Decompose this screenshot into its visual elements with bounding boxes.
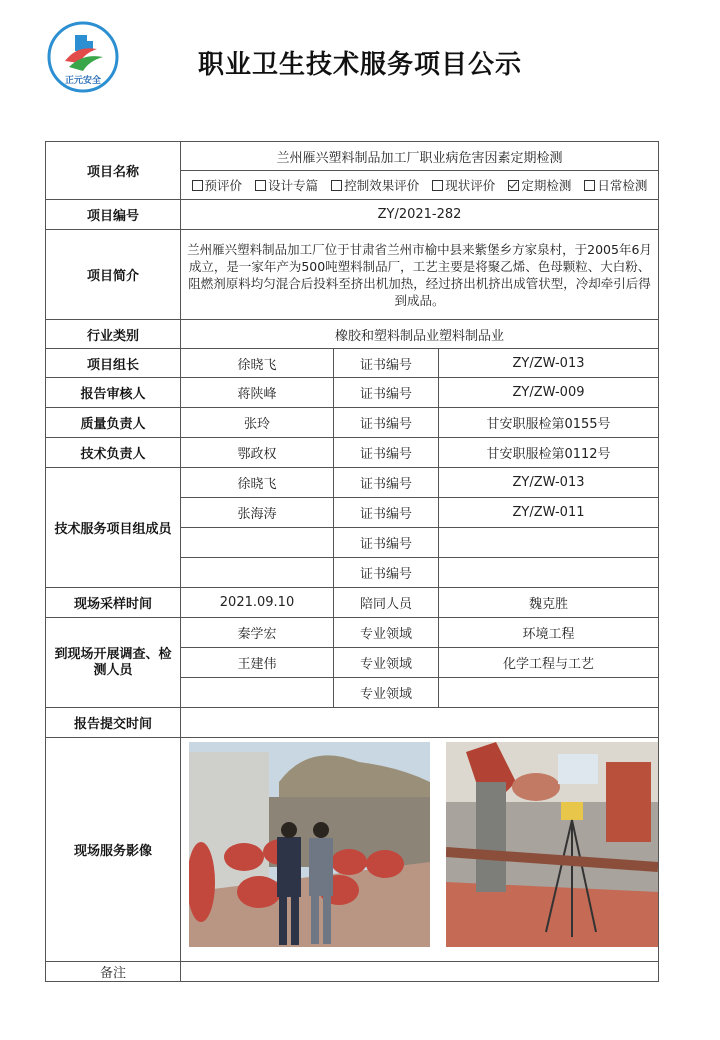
- member-cert: [439, 558, 659, 588]
- field-staff-name: 秦学宏: [181, 618, 334, 648]
- reviewer-cert: ZY/ZW-009: [439, 378, 659, 408]
- checkbox-icon: [331, 180, 342, 191]
- field-domain: 化学工程与工艺: [439, 648, 659, 678]
- photos-label: 现场服务影像: [46, 738, 181, 962]
- reviewer-name: 蒋陕峰: [181, 378, 334, 408]
- page-title: 职业卫生技术服务项目公示: [197, 50, 522, 80]
- reviewer-label: 报告审核人: [46, 378, 181, 408]
- leader-label: 项目组长: [46, 349, 181, 378]
- cert-label: 证书编号: [334, 378, 439, 408]
- remarks-value: [181, 962, 659, 982]
- field-domain: 环境工程: [439, 618, 659, 648]
- project-name-value: 兰州雁兴塑料制品加工厂职业病危害因素定期检测: [181, 142, 659, 171]
- escort-name: 魏克胜: [439, 588, 659, 618]
- member-cert: ZY/ZW-011: [439, 498, 659, 528]
- service-type-label: 控制效果评价: [344, 178, 420, 193]
- quality-cert: 甘安职服检第0155号: [439, 408, 659, 438]
- quality-name: 张玲: [181, 408, 334, 438]
- field-staff-name: 王建伟: [181, 648, 334, 678]
- service-type-option: [584, 176, 647, 194]
- cert-label: 证书编号: [334, 528, 439, 558]
- field-domain: [439, 678, 659, 708]
- service-type-option: [255, 176, 318, 194]
- leader-cert: ZY/ZW-013: [439, 349, 659, 378]
- quality-label: 质量负责人: [46, 408, 181, 438]
- members-label: 技术服务项目组成员: [46, 468, 181, 588]
- service-type-label: 预评价: [204, 178, 243, 193]
- cert-label: 证书编号: [334, 558, 439, 588]
- member-name: 张海涛: [181, 498, 334, 528]
- cert-label: 证书编号: [334, 498, 439, 528]
- project-no-label: 项目编号: [46, 200, 181, 230]
- intro-label: 项目简介: [46, 230, 181, 320]
- intro-value: 兰州雁兴塑料制品加工厂位于甘肃省兰州市榆中县来紫堡乡方家泉村，于2005年6月成立，是一家年产为500吨塑料制品厂，工艺主要是将聚乙烯、色母颗粒、大白粉、阻燃剂原料均匀混合后投料至挤出机加热，经过挤出机挤出成管状型，冷却牵引后得到成品。: [181, 230, 659, 320]
- field-domain-label: 专业领域: [334, 648, 439, 678]
- member-name: [181, 558, 334, 588]
- industry-label: 行业类别: [46, 320, 181, 349]
- checked-box-icon: [508, 180, 519, 191]
- industry-value: 橡胶和塑料制品业塑料制品业: [181, 320, 659, 349]
- field-domain-label: 专业领域: [334, 678, 439, 708]
- sampling-date: 2021.09.10: [181, 588, 334, 618]
- field-staff-label: 到现场开展调查、检测人员: [46, 618, 181, 708]
- photos-cell: [181, 738, 659, 962]
- escort-label: 陪同人员: [334, 588, 439, 618]
- field-staff-name: [181, 678, 334, 708]
- service-type-option: [192, 176, 243, 194]
- checkbox-icon: [192, 180, 203, 191]
- service-type-option: [331, 176, 419, 194]
- disclosure-table: [45, 141, 659, 982]
- service-type-label: 定期检测: [521, 178, 572, 193]
- project-no-value: ZY/2021-282: [181, 200, 659, 230]
- service-type-option: [508, 176, 571, 194]
- member-name: 徐晓飞: [181, 468, 334, 498]
- service-type-label: 现状评价: [445, 178, 496, 193]
- cert-label: 证书编号: [334, 438, 439, 468]
- member-name: [181, 528, 334, 558]
- service-type-options: [181, 171, 659, 200]
- report-time-label: 报告提交时间: [46, 708, 181, 738]
- tech-cert: 甘安职服检第0112号: [439, 438, 659, 468]
- cert-label: 证书编号: [334, 408, 439, 438]
- site-photo-outdoor: [189, 742, 430, 947]
- cert-label: 证书编号: [334, 468, 439, 498]
- checkbox-icon: [432, 180, 443, 191]
- tech-label: 技术负责人: [46, 438, 181, 468]
- tech-name: 鄂政权: [181, 438, 334, 468]
- leader-name: 徐晓飞: [181, 349, 334, 378]
- cert-label: 证书编号: [334, 349, 439, 378]
- remarks-label: 备注: [46, 962, 181, 982]
- service-type-label: 日常检测: [597, 178, 648, 193]
- service-type-option: [432, 176, 495, 194]
- checkbox-icon: [255, 180, 266, 191]
- member-cert: [439, 528, 659, 558]
- checkbox-icon: [584, 180, 595, 191]
- sampling-label: 现场采样时间: [46, 588, 181, 618]
- member-cert: ZY/ZW-013: [439, 468, 659, 498]
- logo-text: 正元安全: [64, 76, 102, 86]
- project-name-label: 项目名称: [46, 142, 181, 200]
- service-type-label: 设计专篇: [268, 178, 319, 193]
- field-domain-label: 专业领域: [334, 618, 439, 648]
- site-photo-indoor: [446, 742, 658, 947]
- report-time-value: [181, 708, 659, 738]
